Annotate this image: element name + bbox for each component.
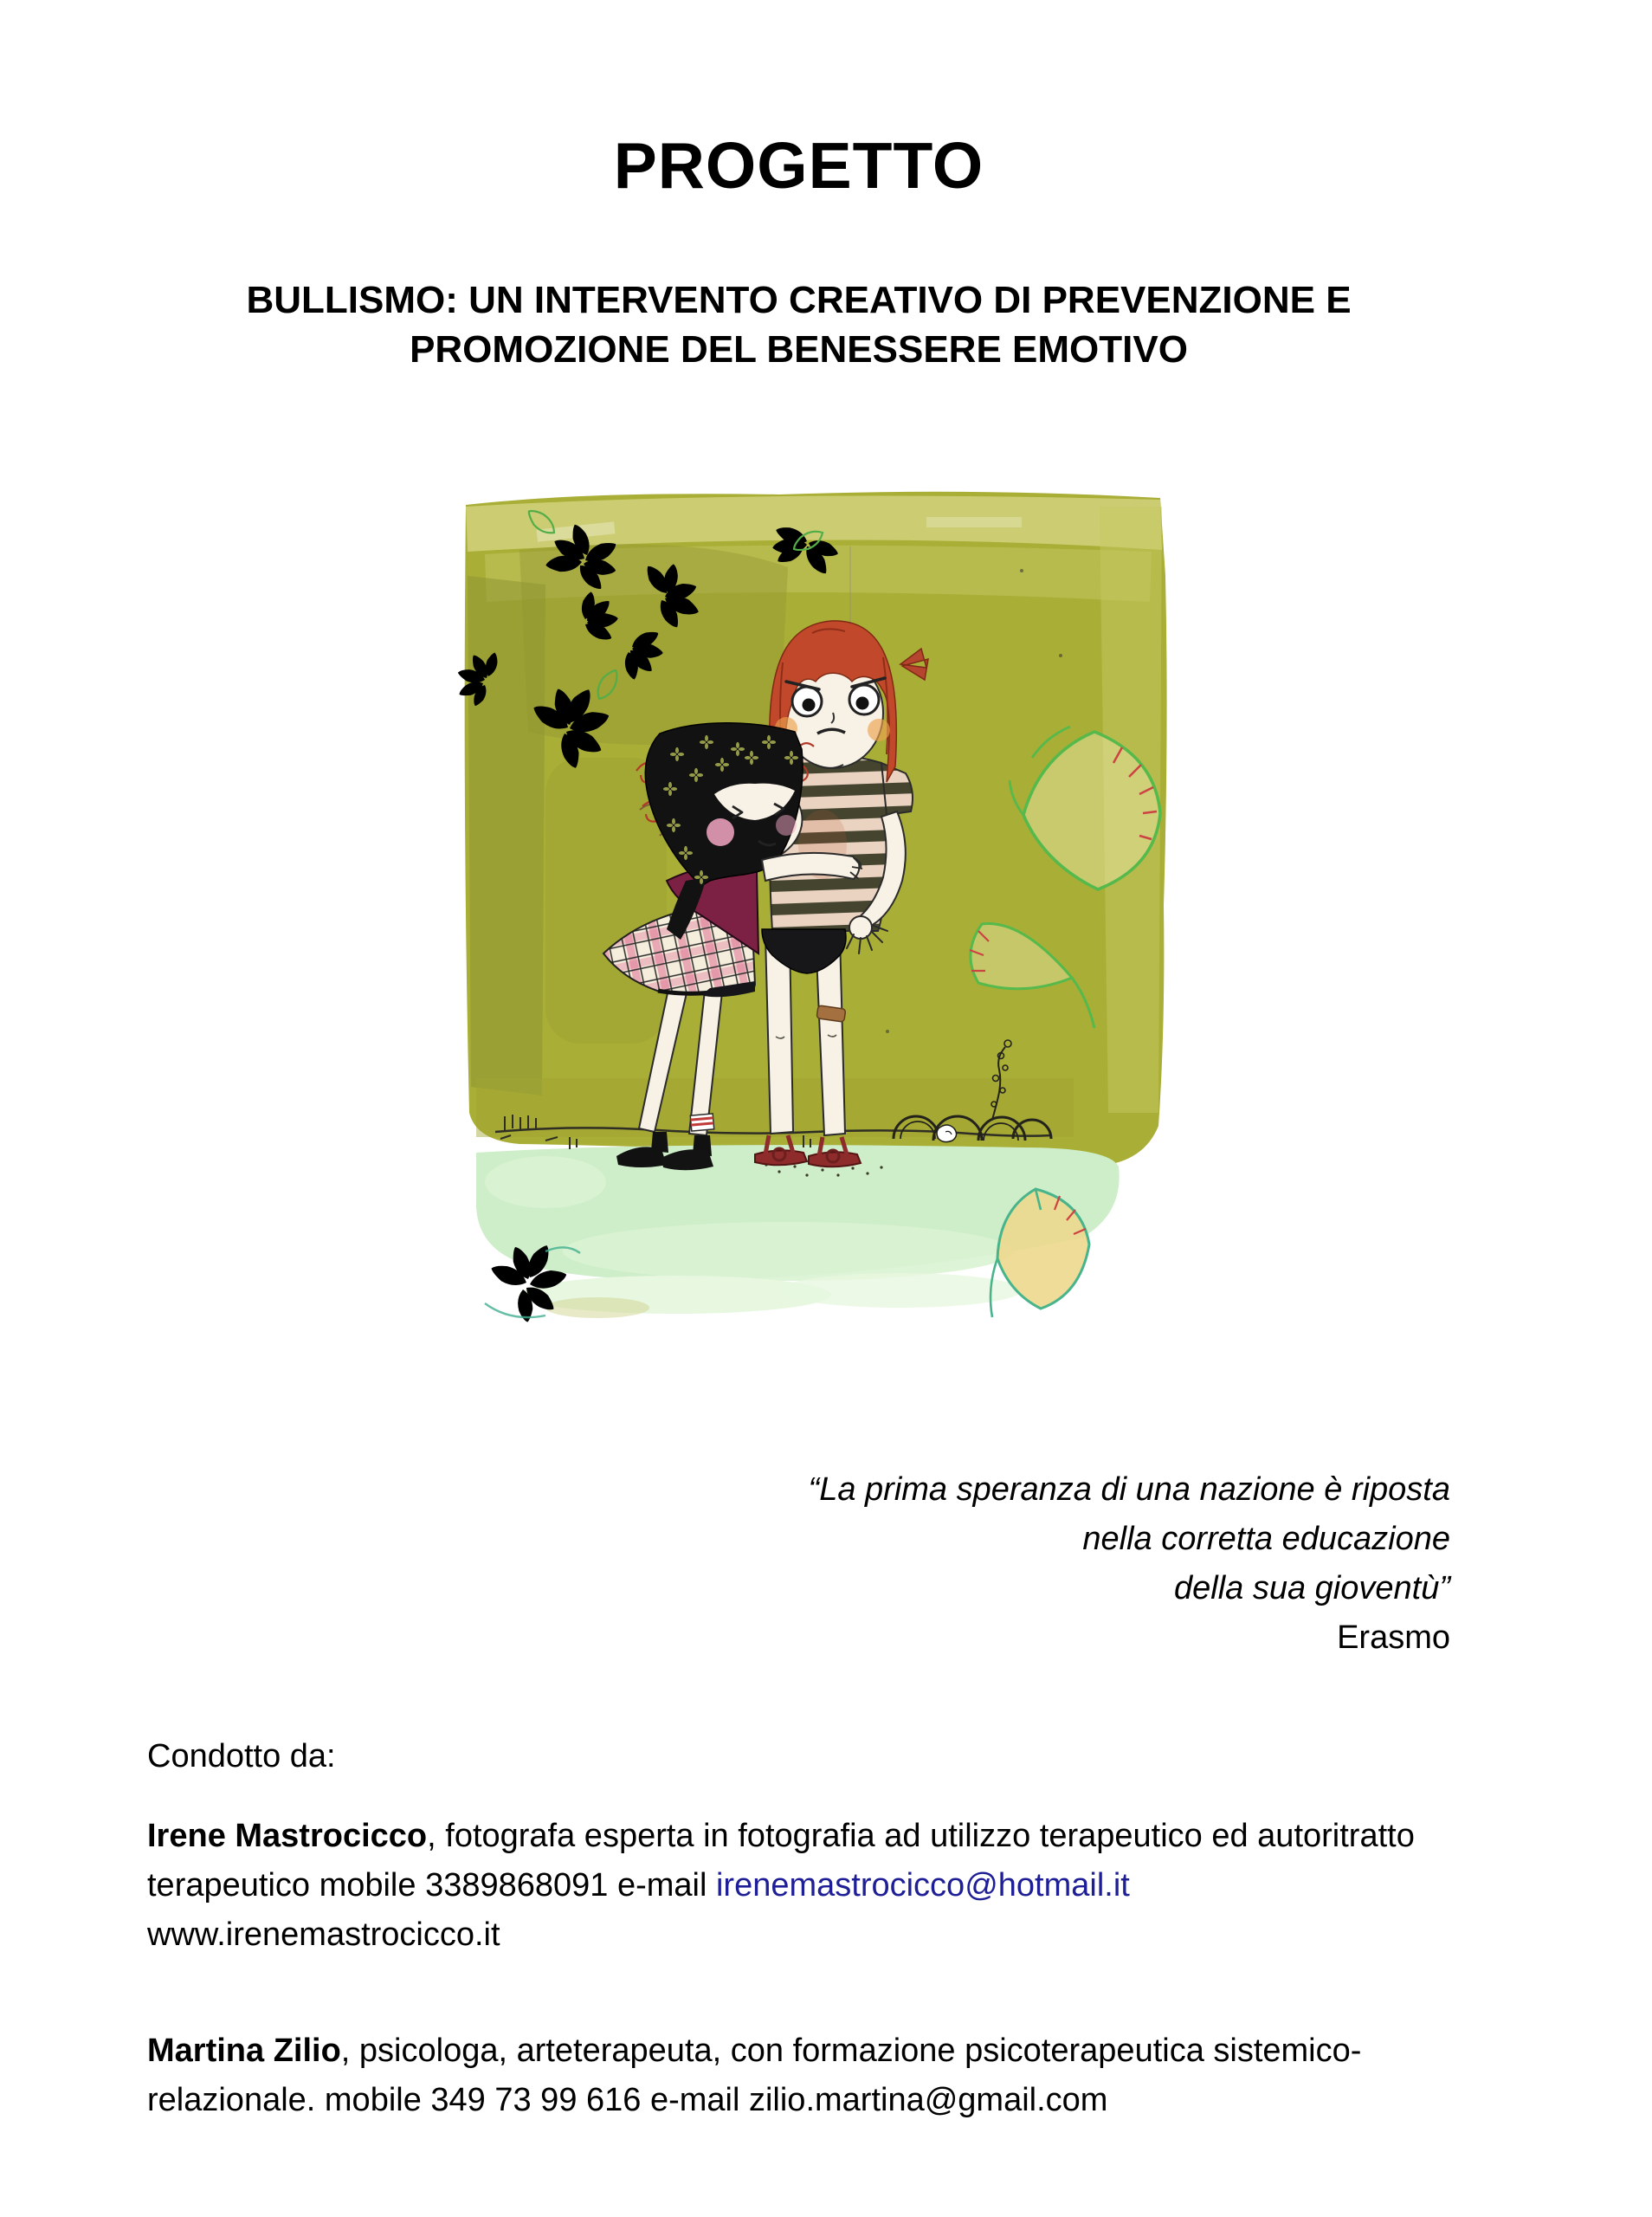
person-martina-name: Martina Zilio [147, 2033, 341, 2069]
person-irene-email-link[interactable]: irenemastrocicco@hotmail.it [715, 1867, 1130, 1904]
person-irene-name: Irene Mastrocicco [147, 1818, 428, 1854]
subtitle-line-1: BULLISMO: UN INTERVENTO CREATIVO DI PREVENZIONE E [246, 279, 1352, 321]
quote-line-2: nella corretta educazione [1082, 1521, 1450, 1557]
quote-line-1: “La prima speranza di una nazione è riposta [808, 1471, 1450, 1508]
person-irene-description: , fotografa esperta in fotografia ad utilizzo terapeutico ed autoritratto terapeutico mobile 3389868091 e-mail [147, 1818, 1415, 1904]
illustration-svg [416, 472, 1212, 1347]
person-irene [147, 1812, 1456, 1960]
person-irene-website: www.irenemastrocicco.it [147, 1916, 500, 1953]
children-hugging-illustration [416, 472, 1212, 1347]
quote-line-3: della sua gioventù” [1174, 1570, 1450, 1606]
person-martina [147, 2026, 1456, 2125]
quote-attribution: Erasmo [1337, 1619, 1450, 1656]
person-martina-description: , psicologa, arteterapeuta, con formazione psicoterapeutica sistemico-relazionale. mobile 349 73 99 616 e-mail zilio.martina@gmail.com [147, 2033, 1362, 2118]
subtitle [147, 275, 1450, 374]
conducted-by-label: Condotto da: [147, 1738, 336, 1774]
quote-block [147, 1465, 1450, 1663]
subtitle-line-2: PROMOZIONE DEL BENESSERE EMOTIVO [410, 328, 1188, 371]
page-title: PROGETTO [613, 129, 984, 202]
